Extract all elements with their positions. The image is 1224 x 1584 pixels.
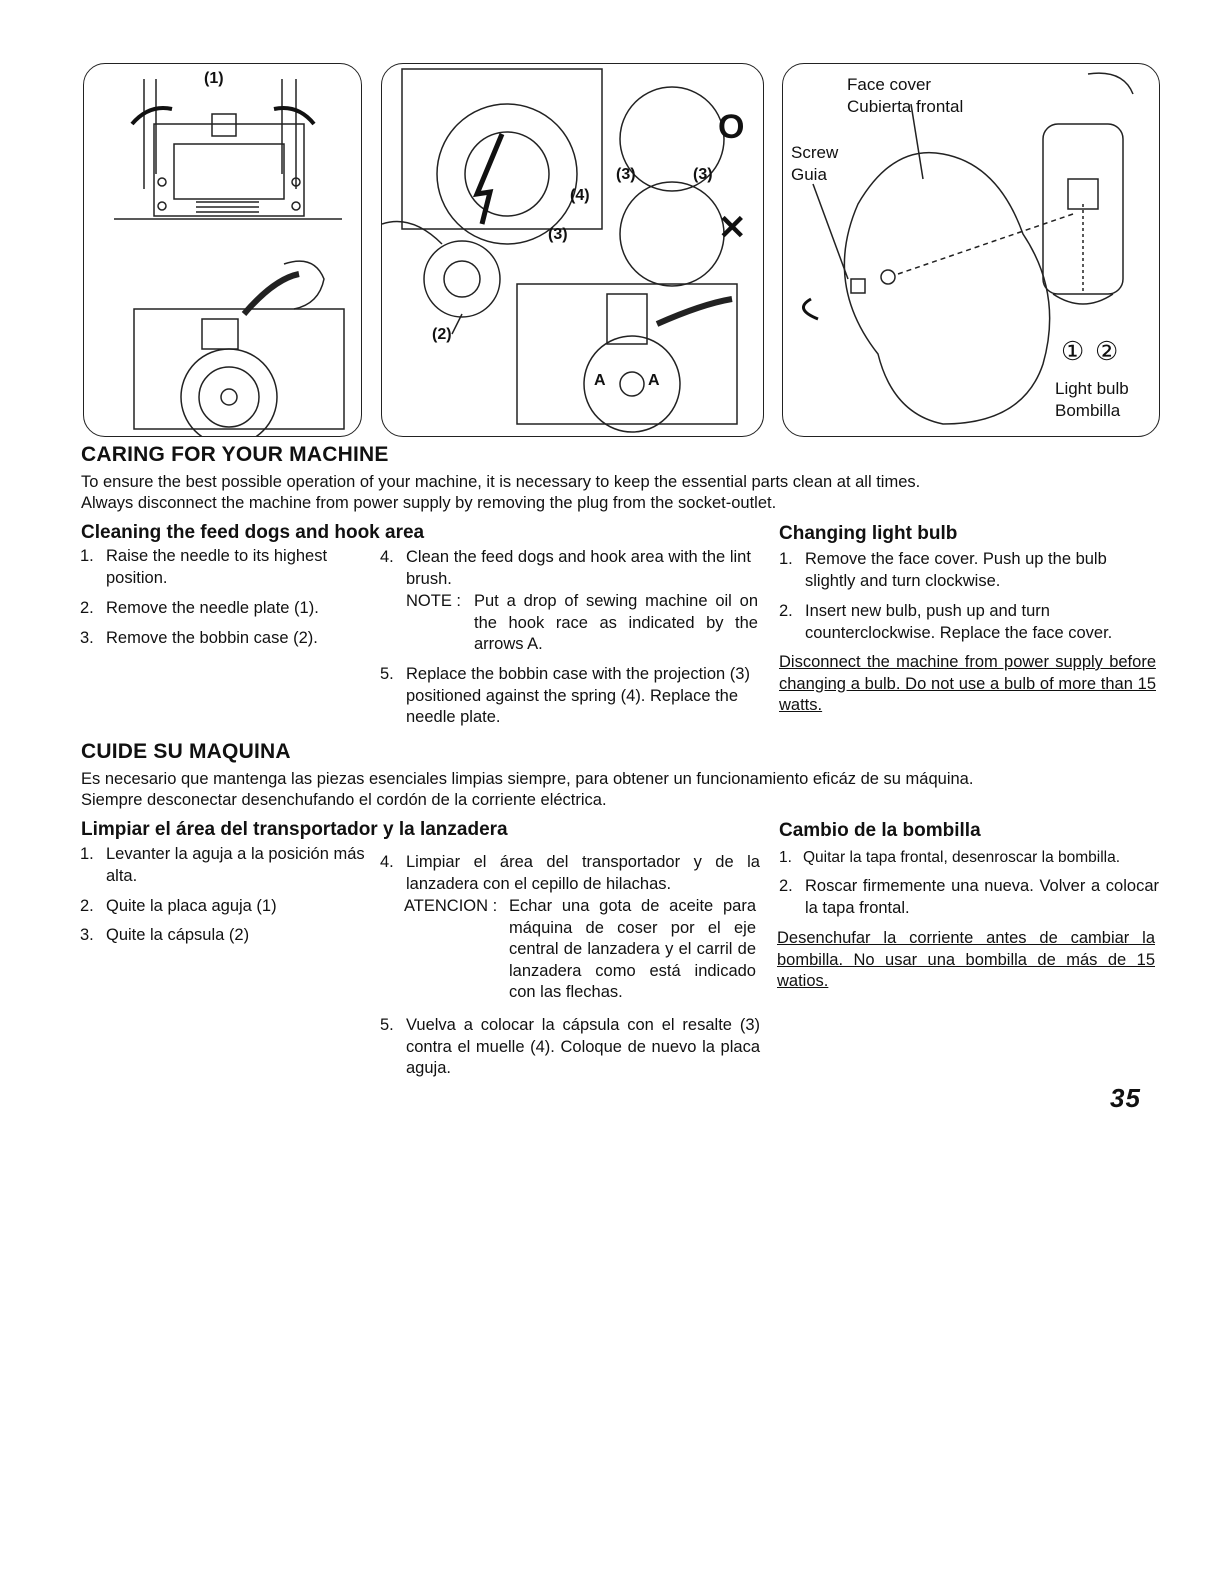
english-intro-2: Always disconnect the machine from power supply by removing the plug from the socket-outlet. [81, 494, 777, 512]
label-4: (4) [570, 187, 590, 204]
spanish-intro-1: Es necesario que mantenga las piezas esenciales limpias siempre, para obtener un funcionamiento eficáz de su máquina. [81, 770, 974, 788]
label-3-right: (3) [693, 166, 713, 183]
spanish-title: CUIDE SU MAQUINA [81, 740, 291, 763]
limpiar-step-3: 3. Quite la cápsula (2) [80, 926, 250, 944]
atencion-text: Echar una gota de aceite para máquina de coser por el eje central de lanzadera y el carril de lanzadera como está indicado con las flechas. [509, 897, 756, 1001]
cleaning-step-3: 3. Remove the bobbin case (2). [80, 629, 318, 647]
limpiar-step-2: 2. Quite la placa aguja (1) [80, 897, 277, 915]
screw-label: Screw [791, 143, 839, 162]
english-title: CARING FOR YOUR MACHINE [81, 443, 389, 466]
bulb-warning: Disconnect the machine from power supply before changing a bulb. Do not use a bulb of more than 15 watts. [779, 653, 1156, 714]
bulb-step-1: 1. Remove the face cover. Push up the bulb slightly and turn clockwise. [779, 550, 1107, 590]
figure-bobbin-case [381, 63, 764, 437]
note-text: Put a drop of sewing machine oil on the hook race as indicated by the arrows A. [474, 592, 758, 653]
cleaning-step-1: 1. Raise the needle to its highest position. [80, 547, 328, 587]
page-number: 35 [1110, 1083, 1141, 1113]
label-a-left: A [594, 372, 606, 389]
step-1-circled: ① [1061, 336, 1085, 366]
figure-light-bulb [782, 63, 1160, 437]
bombilla-step-2: 2. Roscar firmemente una nueva. Volver a colocar la tapa frontal. [779, 877, 1159, 917]
face-cover-label-es: Cubierta frontal [847, 97, 964, 116]
english-intro-1: To ensure the best possible operation of your machine, it is necessary to keep the essential parts clean at all times. [81, 473, 921, 491]
cleaning-note [406, 591, 758, 656]
label-2: (2) [432, 326, 452, 343]
label-1: (1) [204, 70, 224, 87]
bobbin-case-illustration [382, 64, 763, 436]
figure-needle-plate [83, 63, 362, 437]
light-bulb-label-es: Bombilla [1055, 401, 1121, 420]
cleaning-heading: Cleaning the feed dogs and hook area [81, 522, 425, 543]
face-cover-label: Face cover [847, 75, 932, 94]
cleaning-step-2: 2. Remove the needle plate (1). [80, 599, 319, 617]
spanish-intro-2: Siempre desconectar desenchufando el cordón de la corriente eléctrica. [81, 791, 607, 809]
limpiar-step-1: 1. Levanter la aguja a la posición más alta. [80, 845, 365, 885]
wrong-mark-icon: ✕ [718, 209, 747, 247]
needle-plate-illustration [84, 64, 361, 436]
atencion-key: ATENCION : [404, 897, 498, 915]
bombilla-step-1: 1. Quitar la tapa frontal, desenroscar la bombilla. [779, 849, 1121, 866]
note-key: NOTE : [406, 592, 462, 610]
bombilla-heading: Cambio de la bombilla [779, 820, 981, 841]
bombilla-warning: Desenchufar la corriente antes de cambiar la bombilla. No usar una bombilla de más de 15 watios. [777, 929, 1155, 990]
limpiar-heading: Limpiar el área del transportador y la lanzadera [81, 819, 508, 840]
limpiar-note [404, 896, 756, 1004]
cleaning-step-5: 5. Replace the bobbin case with the projection (3) positioned against the spring (4). Replace the needle plate. [380, 665, 750, 726]
cleaning-step-4: 4. Clean the feed dogs and hook area with the lint brush. [380, 548, 751, 588]
light-bulb-label: Light bulb [1055, 379, 1129, 398]
label-a-right: A [648, 372, 660, 389]
step-2-circled: ② [1095, 336, 1119, 366]
label-3-mid: (3) [616, 166, 636, 183]
screw-label-es: Guia [791, 165, 827, 184]
limpiar-step-4: 4. Limpiar el área del transportador y de la lanzadera con el cepillo de hilachas. [380, 853, 760, 893]
correct-mark-icon: O [718, 108, 745, 146]
label-3-left: (3) [548, 226, 568, 243]
bulb-step-2: 2. Insert new bulb, push up and turn counterclockwise. Replace the face cover. [779, 602, 1113, 642]
limpiar-step-5: 5. Vuelva a colocar la cápsula con el resalte (3) contra el muelle (4). Coloque de nuevo la placa aguja. [380, 1016, 760, 1077]
bulb-heading: Changing light bulb [779, 523, 958, 544]
